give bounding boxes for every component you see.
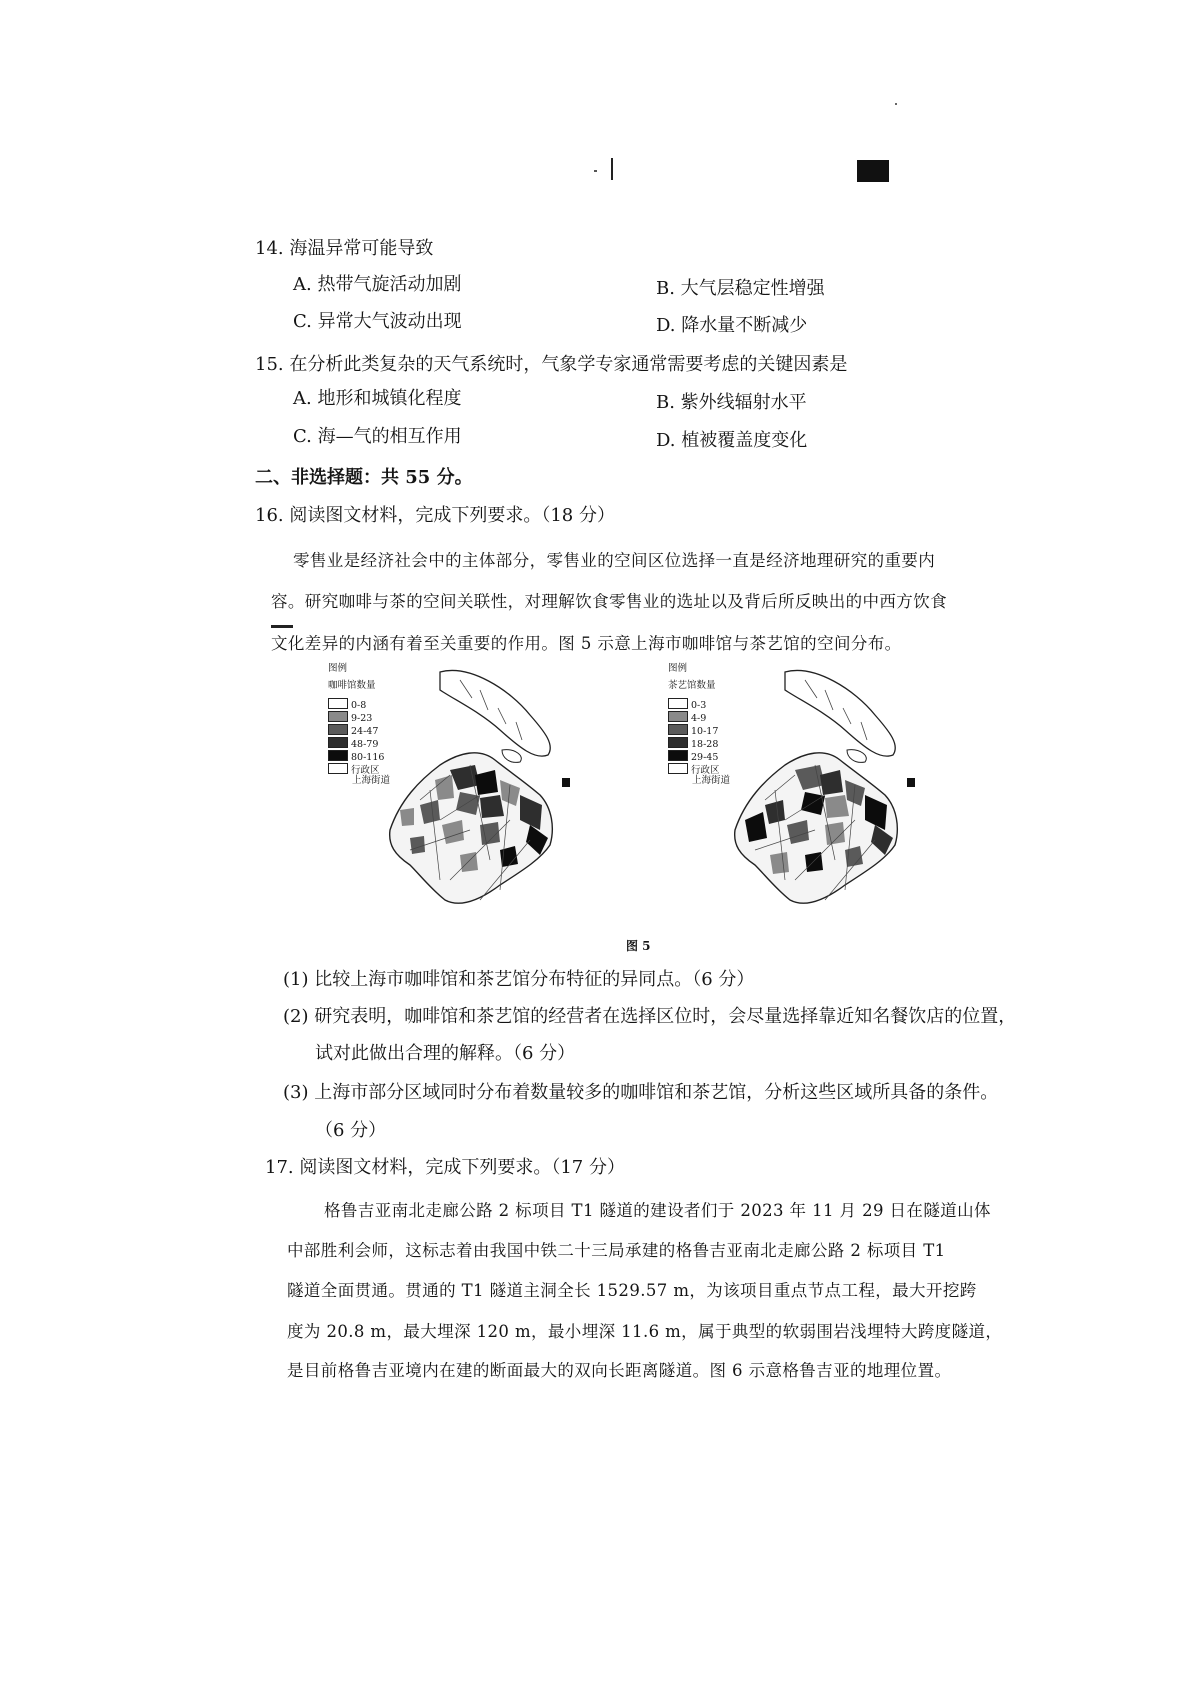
q16-paragraph-line-1: 零售业是经济社会中的主体部分，零售业的空间区位选择一直是经济地理研究的重要内: [293, 551, 936, 570]
left-map-shanghai-coffee: [380, 660, 620, 920]
left-legend-rows: [328, 692, 391, 792]
right-legend-streets-label: 上海街道: [692, 774, 731, 786]
right-map-legend: [668, 663, 731, 792]
q15-stem: 15. 在分析此类复杂的天气系统时，气象学专家通常需要考虑的关键因素是: [255, 354, 848, 375]
right-legend-swatch: [668, 724, 688, 735]
q15-option-d: D. 植被覆盖度变化: [656, 430, 808, 451]
q17-paragraph-line-3: 隧道全面贯通。贯通的 T1 隧道主洞全长 1529.57 m，为该项目重点节点工程，最大开挖跨: [287, 1281, 977, 1300]
right-legend-label: 29-45: [691, 751, 719, 763]
right-legend-label: 0-3: [691, 699, 707, 711]
q14-stem: 14. 海温异常可能导致: [255, 238, 434, 259]
right-legend-item: [668, 750, 718, 763]
q14-option-d: D. 降水量不断减少: [656, 315, 808, 336]
q16-subquestion-3-cont: （6 分）: [315, 1120, 387, 1141]
right-legend-item: [668, 698, 706, 711]
left-legend-subtitle: 咖啡馆数量: [328, 680, 376, 692]
left-legend-label: 48-79: [351, 738, 379, 750]
q15-option-c: C. 海—气的相互作用: [293, 426, 462, 447]
scan-mark-square: [857, 160, 889, 182]
left-legend-label: 行政区: [351, 764, 380, 776]
right-legend-item: [668, 737, 718, 750]
q17-paragraph-line-2: 中部胜利会师，这标志着由我国中铁二十三局承建的格鲁吉亚南北走廊公路 2 标项目 T1: [287, 1241, 946, 1260]
scan-speck: [895, 103, 897, 105]
right-legend-subtitle: 茶艺馆数量: [668, 680, 716, 692]
left-legend-title: 图例: [328, 663, 348, 674]
left-legend-label: 24-47: [351, 725, 379, 737]
right-legend-swatch: [668, 737, 688, 748]
left-legend-swatch: [328, 698, 348, 709]
left-legend-swatch: [328, 711, 348, 722]
q16-paragraph-line-3: 文化差异的内涵有着至关重要的作用。图 5 示意上海市咖啡馆与茶艺馆的空间分布。: [271, 634, 902, 653]
q16-subquestion-3: (3) 上海市部分区域同时分布着数量较多的咖啡馆和茶艺馆，分析这些区域所具备的条件。: [283, 1082, 999, 1103]
right-legend-swatch: [668, 698, 688, 709]
right-legend-label: 10-17: [691, 725, 719, 737]
left-legend-item: [328, 737, 378, 750]
q16-subquestion-2: (2) 研究表明，咖啡馆和茶艺馆的经营者在选择区位时，会尽量选择靠近知名餐饮店的位置，: [283, 1006, 1017, 1027]
left-legend-swatch: [328, 763, 348, 774]
right-legend-item: [668, 763, 720, 776]
section-heading: 二、非选择题：共 55 分。: [255, 467, 473, 488]
right-legend-label: 行政区: [691, 764, 720, 776]
right-legend-label: 4-9: [691, 712, 707, 724]
q15-option-a: A. 地形和城镇化程度: [293, 388, 462, 409]
right-map-shanghai-tea: [725, 660, 965, 920]
right-legend-label: 18-28: [691, 738, 719, 750]
q14-option-a: A. 热带气旋活动加剧: [293, 274, 462, 295]
scan-mark-dot: [594, 170, 597, 172]
left-legend-item: [328, 698, 366, 711]
left-legend-label: 0-8: [351, 699, 367, 711]
q16-subquestion-2-cont: 试对此做出合理的解释。（6 分）: [315, 1043, 576, 1064]
q16-paragraph-line-2: 容。研究咖啡与茶的空间关联性，对理解饮食零售业的选址以及背后所反映出的中西方饮食: [271, 592, 947, 611]
right-legend-swatch: [668, 711, 688, 722]
left-legend-item: [328, 750, 384, 763]
left-legend-item: [328, 724, 378, 737]
pen-underline-mark: [271, 625, 293, 628]
left-legend-swatch: [328, 737, 348, 748]
left-legend-item: [328, 763, 380, 776]
left-legend-label: 80-116: [351, 751, 385, 763]
left-legend-swatch: [328, 750, 348, 761]
scan-mark-bar: [611, 158, 613, 180]
q17-paragraph-line-1: 格鲁吉亚南北走廊公路 2 标项目 T1 隧道的建设者们于 2023 年 11 月 29 日在隧道山体: [324, 1201, 991, 1220]
left-legend-item: [328, 711, 372, 724]
q14-option-b: B. 大气层稳定性增强: [656, 278, 825, 299]
right-legend-swatch: [668, 750, 688, 761]
left-map-legend: [328, 663, 391, 792]
right-legend-rows: [668, 692, 731, 792]
right-legend-item: [668, 711, 706, 724]
figure-caption: 图 5: [626, 939, 651, 953]
right-legend-item: [668, 724, 718, 737]
q17-paragraph-line-5: 是目前格鲁吉亚境内在建的断面最大的双向长距离隧道。图 6 示意格鲁吉亚的地理位置。: [287, 1361, 952, 1380]
q15-option-b: B. 紫外线辐射水平: [656, 392, 807, 413]
q17-paragraph-line-4: 度为 20.8 m，最大埋深 120 m，最小埋深 11.6 m，属于典型的软弱围岩浅埋特大跨度隧道，: [287, 1322, 1003, 1341]
left-legend-swatch: [328, 724, 348, 735]
left-legend-label: 9-23: [351, 712, 373, 724]
q17-stem: 17. 阅读图文材料，完成下列要求。（17 分）: [265, 1157, 625, 1178]
left-legend-streets-label: 上海街道: [352, 774, 391, 786]
right-legend-title: 图例: [668, 663, 688, 674]
q14-option-c: C. 异常大气波动出现: [293, 311, 462, 332]
right-legend-swatch: [668, 763, 688, 774]
q16-subquestion-1: (1) 比较上海市咖啡馆和茶艺馆分布特征的异同点。（6 分）: [283, 969, 755, 990]
q16-stem: 16. 阅读图文材料，完成下列要求。（18 分）: [255, 505, 615, 526]
